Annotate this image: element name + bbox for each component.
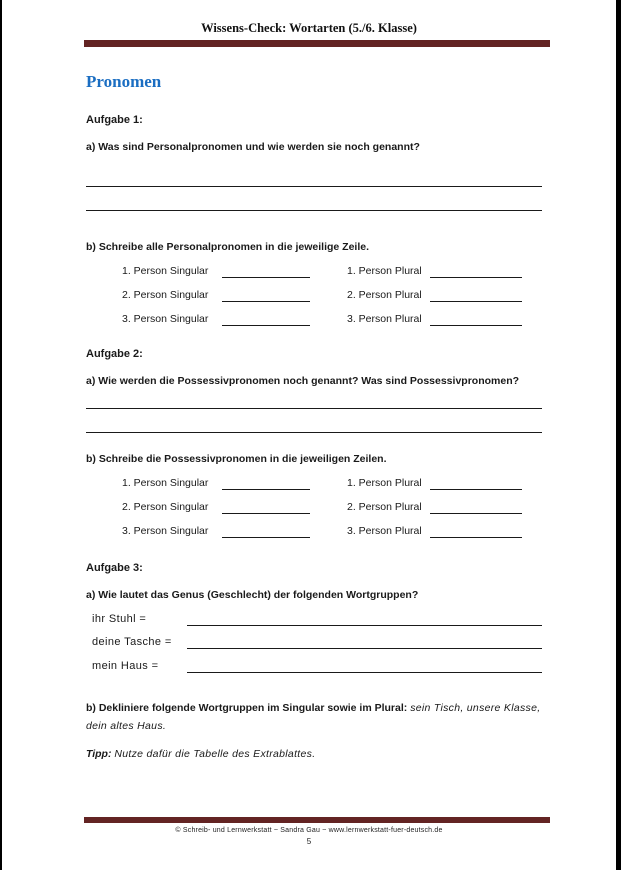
genus-row [86, 626, 542, 650]
person-plural-label: 3. Person Plural [347, 313, 422, 325]
person-row [86, 490, 542, 514]
answer-line [86, 388, 542, 409]
header-accent-bar [84, 40, 550, 47]
tip-paragraph [86, 745, 542, 763]
answer-line [187, 609, 542, 626]
answer-line [430, 264, 522, 278]
task1-question-a: a) Was sind Personalpronomen und wie werden sie noch genannt? [86, 141, 420, 153]
task1-title: Aufgabe 1: [86, 114, 143, 126]
task3-title: Aufgabe 3: [86, 562, 143, 574]
answer-line [222, 288, 310, 302]
person-row [86, 302, 542, 326]
person-singular-label: 3. Person Singular [122, 525, 209, 537]
page-number: 5 [306, 837, 312, 846]
answer-line [86, 154, 542, 187]
answer-line [430, 312, 522, 326]
answer-line [222, 264, 310, 278]
person-plural-label: 2. Person Plural [347, 289, 422, 301]
content-area [86, 72, 542, 763]
answer-line [222, 500, 310, 514]
person-plural-label: 1. Person Plural [347, 265, 422, 277]
person-singular-label: 2. Person Singular [122, 289, 209, 301]
person-row [86, 254, 542, 278]
task3-question-b [86, 699, 542, 735]
person-plural-label: 2. Person Plural [347, 501, 422, 513]
task2-question-a: a) Wie werden die Possessivpronomen noch genannt? Was sind Possessivpronomen? [86, 375, 520, 387]
footer-accent-bar [84, 817, 550, 823]
task3-question-b-bold: b) Dekliniere folgende Wortgruppen im Singular sowie im Plural: [86, 701, 408, 714]
genus-list [86, 602, 542, 673]
task1-person-grid [86, 254, 542, 326]
task3-question-a: a) Wie lautet das Genus (Geschlecht) der folgenden Wortgruppen? [86, 589, 419, 601]
answer-line [86, 409, 542, 433]
genus-row [86, 649, 542, 673]
answer-line [430, 524, 522, 538]
genus-item-label: ihr Stuhl = [92, 612, 147, 625]
answer-line [222, 476, 310, 490]
person-plural-label: 3. Person Plural [347, 525, 422, 537]
person-singular-label: 3. Person Singular [122, 313, 209, 325]
person-row [86, 278, 542, 302]
person-singular-label: 2. Person Singular [122, 501, 209, 513]
tip-label: Tipp: [86, 748, 112, 760]
answer-line [187, 632, 542, 649]
page-title: Pronomen [86, 72, 162, 91]
answer-line [222, 312, 310, 326]
person-singular-label: 1. Person Singular [122, 265, 209, 277]
task2-title: Aufgabe 2: [86, 348, 143, 360]
answer-line [187, 656, 542, 673]
person-row [86, 466, 542, 490]
footer-credit: © Schreib- und Lernwerkstatt ~ Sandra Gau ~ www.lernwerkstatt-fuer-deutsch.de [175, 827, 443, 834]
tip-text: Nutze dafür die Tabelle des Extrablattes. [114, 748, 316, 760]
answer-line [222, 524, 310, 538]
task2-person-grid [86, 466, 542, 538]
genus-item-label: deine Tasche = [92, 636, 172, 648]
genus-row [86, 602, 542, 626]
header-title: Wissens-Check: Wortarten (5./6. Klasse) [201, 21, 417, 35]
answer-line [430, 476, 522, 490]
person-singular-label: 1. Person Singular [122, 477, 209, 489]
answer-line [430, 288, 522, 302]
task2-question-b: b) Schreibe die Possessivpronomen in die jeweiligen Zeilen. [86, 453, 387, 465]
task1-question-b: b) Schreibe alle Personalpronomen in die jeweilige Zeile. [86, 241, 369, 253]
person-plural-label: 1. Person Plural [347, 477, 422, 489]
answer-line [86, 187, 542, 211]
page-header [2, 0, 616, 47]
genus-item-label: mein Haus = [92, 659, 159, 672]
answer-line [430, 500, 522, 514]
task3-question-b-italic: sein Tisch, unsere Klasse, dein altes Haus. [86, 701, 541, 732]
person-row [86, 514, 542, 538]
